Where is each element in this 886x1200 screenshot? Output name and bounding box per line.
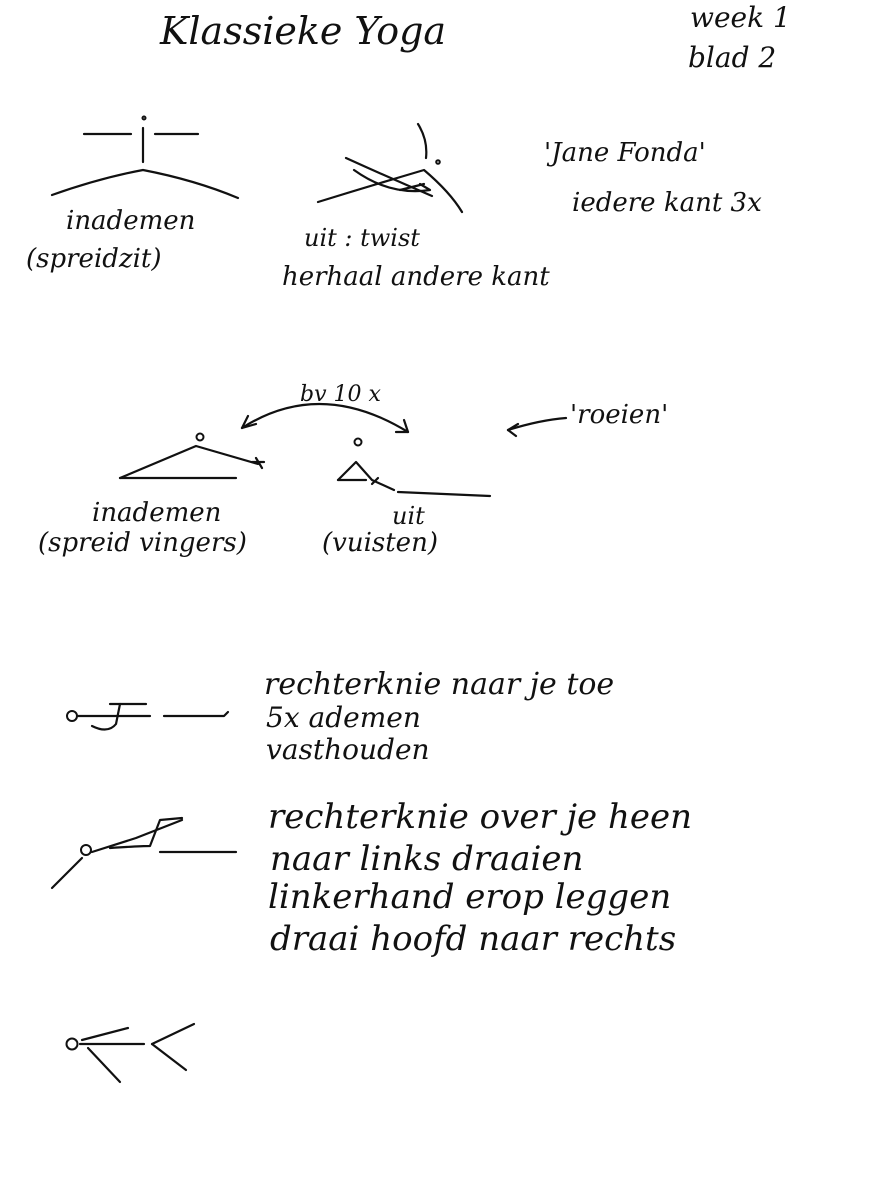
exercise-1-name: 'Jane Fonda' <box>544 138 706 168</box>
exercise-2-name: 'roeien' <box>570 400 669 430</box>
exercise-4-line-3: linkerhand erop leggen <box>268 877 672 917</box>
exercise-3-line-2: 5x ademen <box>266 701 421 734</box>
exercise-3-line-1: rechterknie naar je toe <box>264 667 615 702</box>
spinal-twist-figure <box>52 818 236 888</box>
page-title: Klassieke Yoga <box>160 9 447 53</box>
exercise-2-pose-2-sub: (vuisten) <box>322 528 438 558</box>
week-label: week 1 <box>690 1 791 34</box>
exercise-1-repeat: iedere kant 3x <box>572 188 762 218</box>
exercise-4-line-4: draai hoofd naar rechts <box>270 919 677 959</box>
exercise-1-pose-2-label: uit : twist <box>304 224 420 252</box>
exercise-2-pose-1-label: inademen <box>92 498 222 528</box>
exercise-2-pose-1-sub: (spreid vingers) <box>38 528 247 558</box>
relaxation-figure <box>67 1024 195 1082</box>
exercise-1-pose-1-label: inademen <box>66 206 196 236</box>
exercise-4-line-1: rechterknie over je heen <box>268 797 693 837</box>
exercise-2-pose-2-label: uit <box>392 502 425 530</box>
exercise-4-line-2: naar links draaien <box>270 839 584 879</box>
exercise-1-pose-2-sub: herhaal andere kant <box>282 262 550 292</box>
exercise-1-pose-1-sub: (spreidzit) <box>26 244 162 274</box>
exercise-2-repeat: bv 10 x <box>300 382 381 407</box>
exercise-3-line-3: vasthouden <box>266 733 430 766</box>
sheet-label: blad 2 <box>688 41 777 74</box>
knee-to-chest-figure <box>67 704 228 730</box>
